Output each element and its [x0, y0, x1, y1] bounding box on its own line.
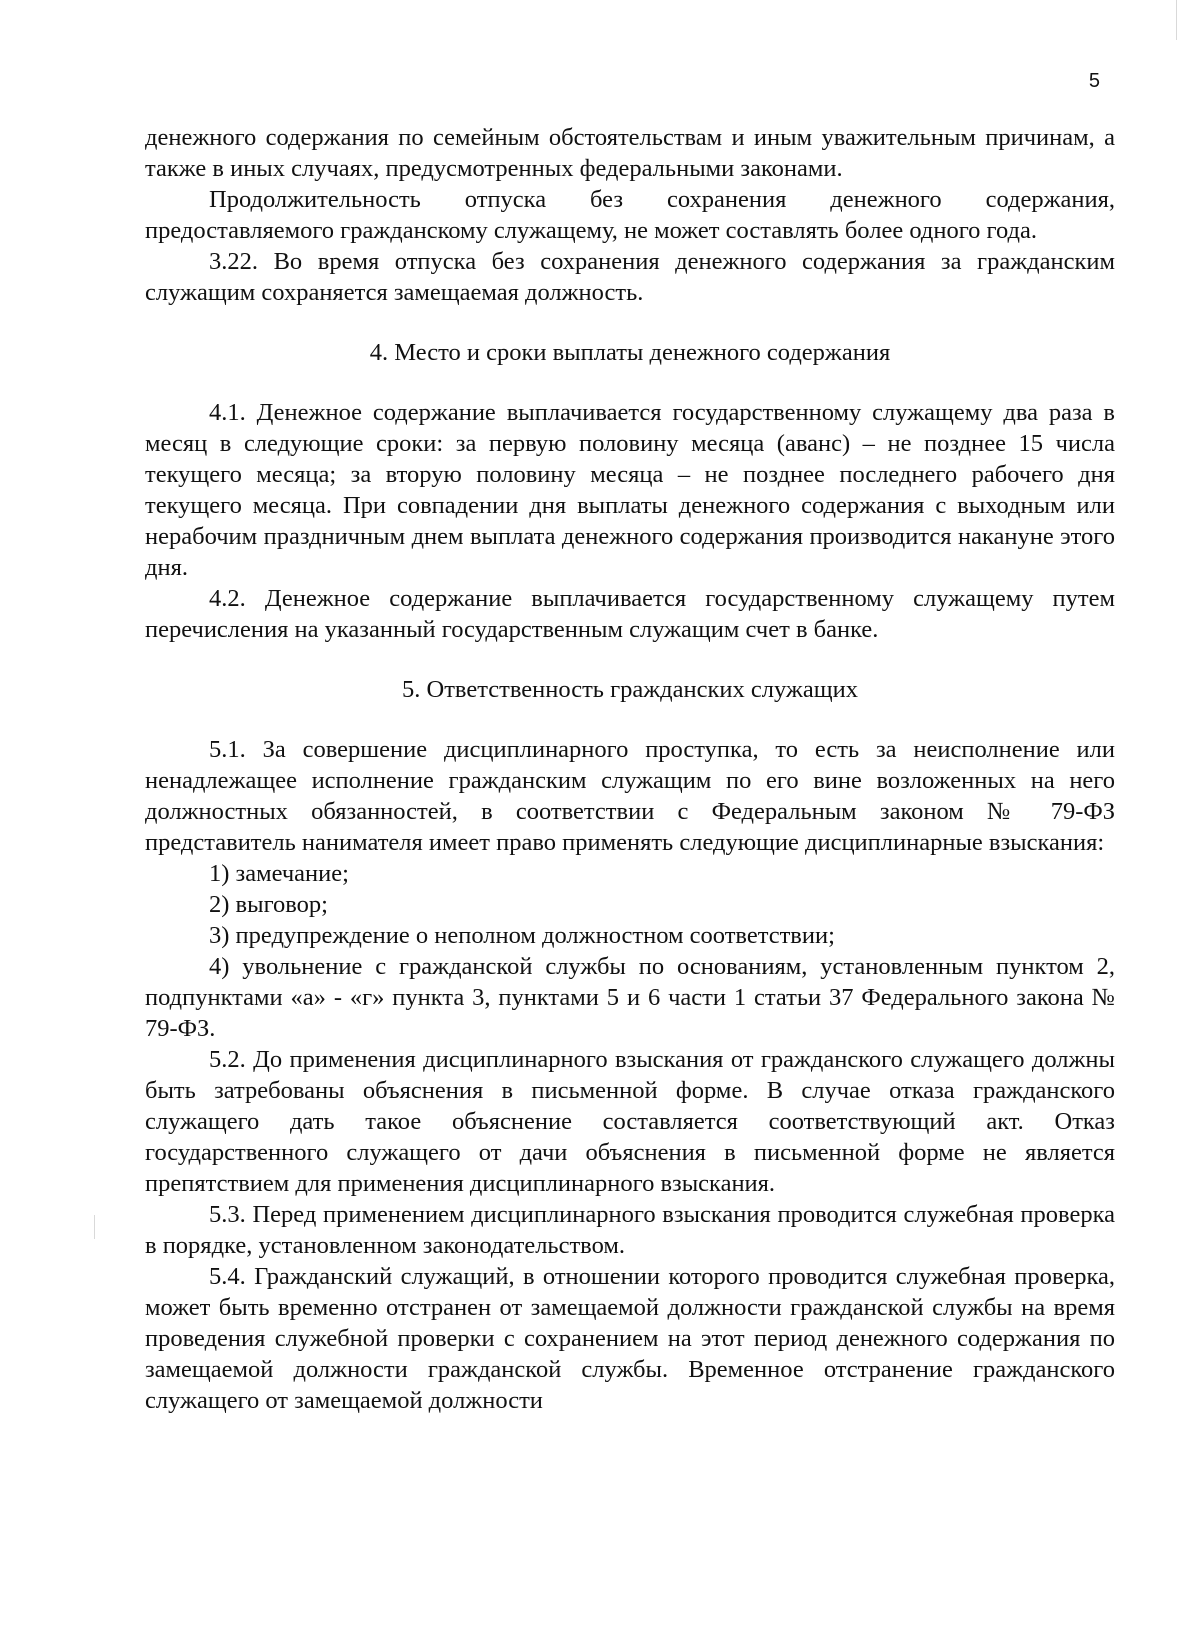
scan-edge-mark: [94, 1215, 95, 1239]
list-item: 2) выговор;: [209, 891, 328, 918]
paragraph-4-2: 4.2. Денежное содержание выплачивается государственному служащему путем перечисления на указанный государственным служащим счет в банке.: [145, 585, 1115, 643]
paragraph-5-4: 5.4. Гражданский служащий, в отношении которого проводится служебная проверка, может быть временно отстранен от замещаемой должности гражданской службы на время проведения служебной проверки с сохранением на этот период денежного содержания по замещаемой должности гражданской службы. Временное отстранение гражданского служащего от замещаемой должности: [145, 1263, 1115, 1414]
list-item: 3) предупреждение о неполном должностном соответствии;: [209, 922, 835, 949]
paragraph-3-22: 3.22. Во время отпуска без сохранения денежного содержания за гражданским служащим сохраняется замещаемая должность.: [145, 248, 1115, 306]
paragraph-5-2: 5.2. До применения дисциплинарного взыскания от гражданского служащего должны быть затребованы объяснения в письменной форме. В случае отказа гражданского служащего дать такое объяснение составляется соответствующий акт. Отказ государственного служащего от дачи объяснения в письменной форме не является препятствием для применения дисциплинарного взыскания.: [145, 1046, 1115, 1197]
list-item: 1) замечание;: [209, 860, 349, 887]
section-5-heading: 5. Ответственность гражданских служащих: [402, 676, 858, 703]
paragraph-5-1: 5.1. За совершение дисциплинарного проступка, то есть за неисполнение или ненадлежащее исполнение гражданским служащим по его вине возложенных на него должностных обязанностей, в соответствии с Федеральным законом № 79-ФЗ представитель нанимателя имеет право применять следующие дисциплинарные взыскания:: [145, 736, 1115, 856]
paragraph-5-3: 5.3. Перед применением дисциплинарного взыскания проводится служебная проверка в порядке, установленном законодательством.: [145, 1201, 1115, 1259]
list-item: 4) увольнение с гражданской службы по основаниям, установленным пунктом 2, подпунктами «а» - «г» пункта 3, пунктами 5 и 6 части 1 статьи 37 Федерального закона № 79-ФЗ.: [145, 953, 1115, 1042]
paragraph-continuation: денежного содержания по семейным обстоятельствам и иным уважительным причинам, а также в иных случаях, предусмотренных федеральными законами.: [145, 124, 1115, 182]
page-number: 5: [1088, 70, 1100, 92]
section-4-heading: 4. Место и сроки выплаты денежного содержания: [369, 339, 891, 366]
paragraph-4-1: 4.1. Денежное содержание выплачивается государственному служащему два раза в месяц в следующие сроки: за первую половину месяца (аванс) – не позднее 15 числа текущего месяца; за вторую половину месяца – не позднее последнего рабочего дня текущего месяца. При совпадении дня выплаты денежного содержания с выходным или нерабочим праздничным днем выплата денежного содержания производится накануне этого дня.: [145, 399, 1115, 581]
paragraph-leave-duration: Продолжительность отпуска без сохранения денежного содержания, предоставляемого гражданскому служащему, не может составлять более одного года.: [145, 186, 1115, 244]
scan-edge-mark: [1176, 0, 1177, 40]
document-body: [145, 122, 1115, 1416]
